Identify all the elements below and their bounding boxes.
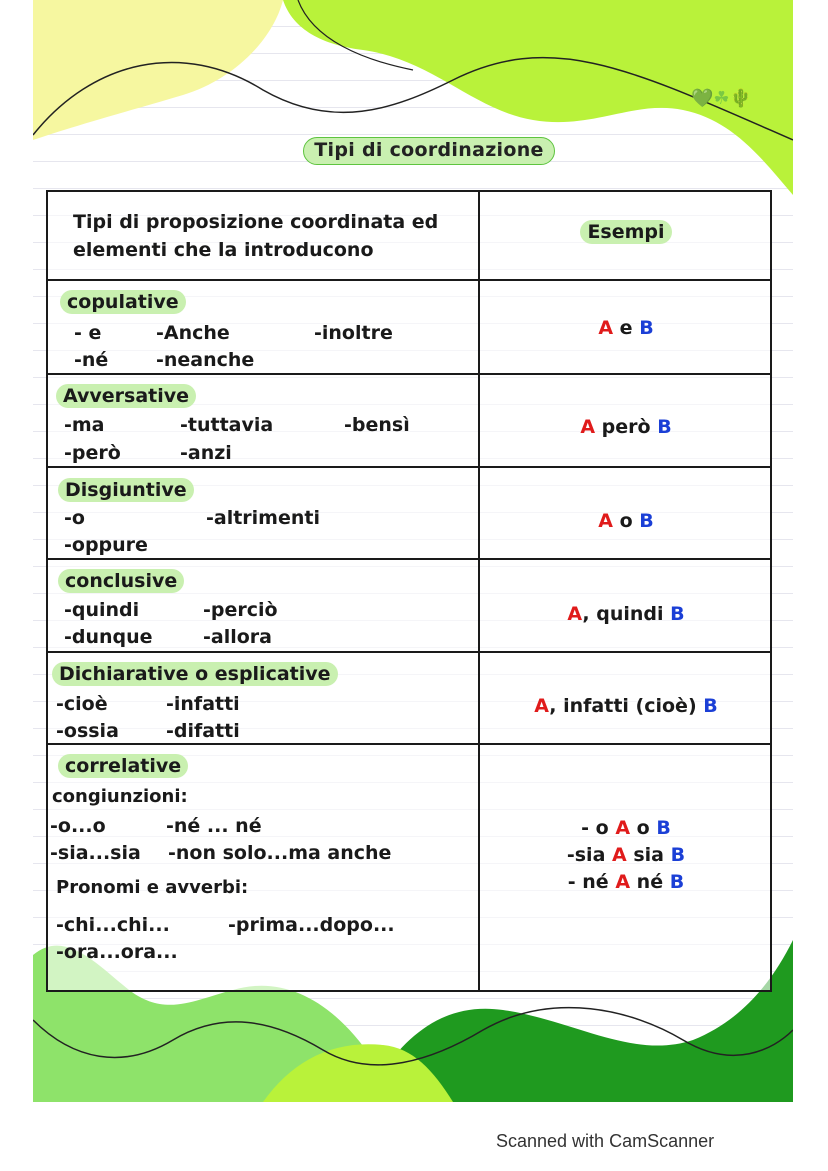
page-title: Tipi di coordinazione (303, 137, 555, 165)
example-b: B (639, 510, 654, 532)
row-divider (48, 373, 770, 375)
example-a: A (598, 510, 613, 532)
list-item: -dunque (64, 626, 153, 648)
category-label: copulative (60, 290, 186, 314)
example-connector: però (601, 416, 651, 438)
category-label: correlative (58, 754, 188, 778)
example-avversative (478, 416, 774, 438)
example-b: B (670, 603, 685, 625)
example-prefix: - né (567, 871, 609, 893)
example-b: B (656, 817, 671, 839)
list-item: -però (64, 442, 121, 464)
example-b: B (657, 416, 672, 438)
example-line (478, 842, 774, 869)
category-conclusive (58, 569, 184, 593)
header-examples-label: Esempi (580, 220, 671, 244)
list-item: -né ... né (166, 815, 262, 837)
subheading-pronomi-avverbi: Pronomi e avverbi: (56, 877, 249, 898)
example-b: B (703, 695, 718, 717)
list-item: -allora (203, 626, 272, 648)
example-conclusive (478, 603, 774, 625)
example-correlative (478, 815, 774, 896)
list-item: -neanche (156, 349, 255, 371)
list-item: -ma (64, 414, 105, 436)
row-divider (48, 279, 770, 281)
row-divider (48, 558, 770, 560)
example-b: B (670, 844, 686, 866)
row-divider (48, 651, 770, 653)
example-connector: o (619, 510, 633, 532)
list-item: -ossia (56, 720, 119, 742)
list-item: -bensì (344, 414, 410, 436)
example-a: A (615, 817, 631, 839)
header-left-cell (73, 208, 473, 264)
cactus-icon: 🌵 (729, 88, 752, 109)
list-item: -non solo...ma anche (168, 842, 392, 864)
list-item: -sia...sia (50, 842, 141, 864)
list-item: -cioè (56, 693, 108, 715)
category-correlative (58, 754, 188, 778)
list-item: -ora...ora... (56, 941, 178, 963)
list-item: -chi...chi... (56, 914, 170, 936)
header-right-cell (478, 220, 774, 244)
example-a: A (612, 844, 627, 866)
list-item: -perciò (203, 599, 278, 621)
example-dichiarative (478, 695, 774, 717)
row-divider (48, 743, 770, 745)
list-item: -o...o (50, 815, 106, 837)
example-a: A (567, 603, 583, 625)
example-line (478, 815, 774, 842)
list-item: -difatti (166, 720, 240, 742)
category-label: Disgiuntive (58, 478, 194, 502)
example-a: A (534, 695, 550, 717)
category-label: conclusive (58, 569, 184, 593)
category-copulative (60, 290, 186, 314)
list-item: -inoltre (314, 322, 393, 344)
example-disgiuntive (478, 510, 774, 532)
coordination-table (46, 190, 772, 992)
example-prefix: -sia (566, 844, 606, 866)
example-connector: o (636, 817, 650, 839)
list-item: -o (64, 507, 85, 529)
scanner-watermark: Scanned with CamScanner (496, 1131, 715, 1151)
list-item: -quindi (64, 599, 140, 621)
example-a: A (615, 871, 631, 893)
category-label: Avversative (56, 384, 196, 408)
list-item: -tuttavia (180, 414, 274, 436)
example-a: A (580, 416, 596, 438)
header-left-line-2: elementi che la introducono (73, 239, 374, 261)
example-connector: , quindi (582, 603, 664, 625)
category-avversative (56, 384, 196, 408)
example-connector: sia (633, 844, 665, 866)
list-item: -infatti (166, 693, 240, 715)
example-line (478, 869, 774, 896)
list-item: -prima...dopo... (228, 914, 395, 936)
example-connector: né (636, 871, 664, 893)
row-divider (48, 466, 770, 468)
list-item: -altrimenti (206, 507, 320, 529)
header-left-line-1: Tipi di proposizione coordinata ed (73, 211, 439, 233)
notes-sheet (33, 0, 793, 1102)
category-disgiuntive (58, 478, 194, 502)
example-connector: , infatti (cioè) (549, 695, 697, 717)
list-item: - e (74, 322, 102, 344)
example-a: A (598, 317, 614, 339)
example-copulative (478, 317, 774, 339)
example-b: B (669, 871, 685, 893)
green-heart-icon: 💚 (691, 88, 714, 109)
list-item: -oppure (64, 534, 148, 556)
list-item: -anzi (180, 442, 232, 464)
category-label: Dichiarative o esplicative (52, 662, 338, 686)
list-item: -Anche (156, 322, 230, 344)
herb-icon: ☘ (713, 88, 730, 109)
example-prefix: - o (581, 817, 609, 839)
example-b: B (639, 317, 654, 339)
category-dichiarative (52, 662, 338, 686)
example-connector: e (619, 317, 633, 339)
subheading-congiunzioni: congiunzioni: (52, 786, 188, 807)
list-item: -né (74, 349, 109, 371)
emoji-group (691, 88, 752, 109)
